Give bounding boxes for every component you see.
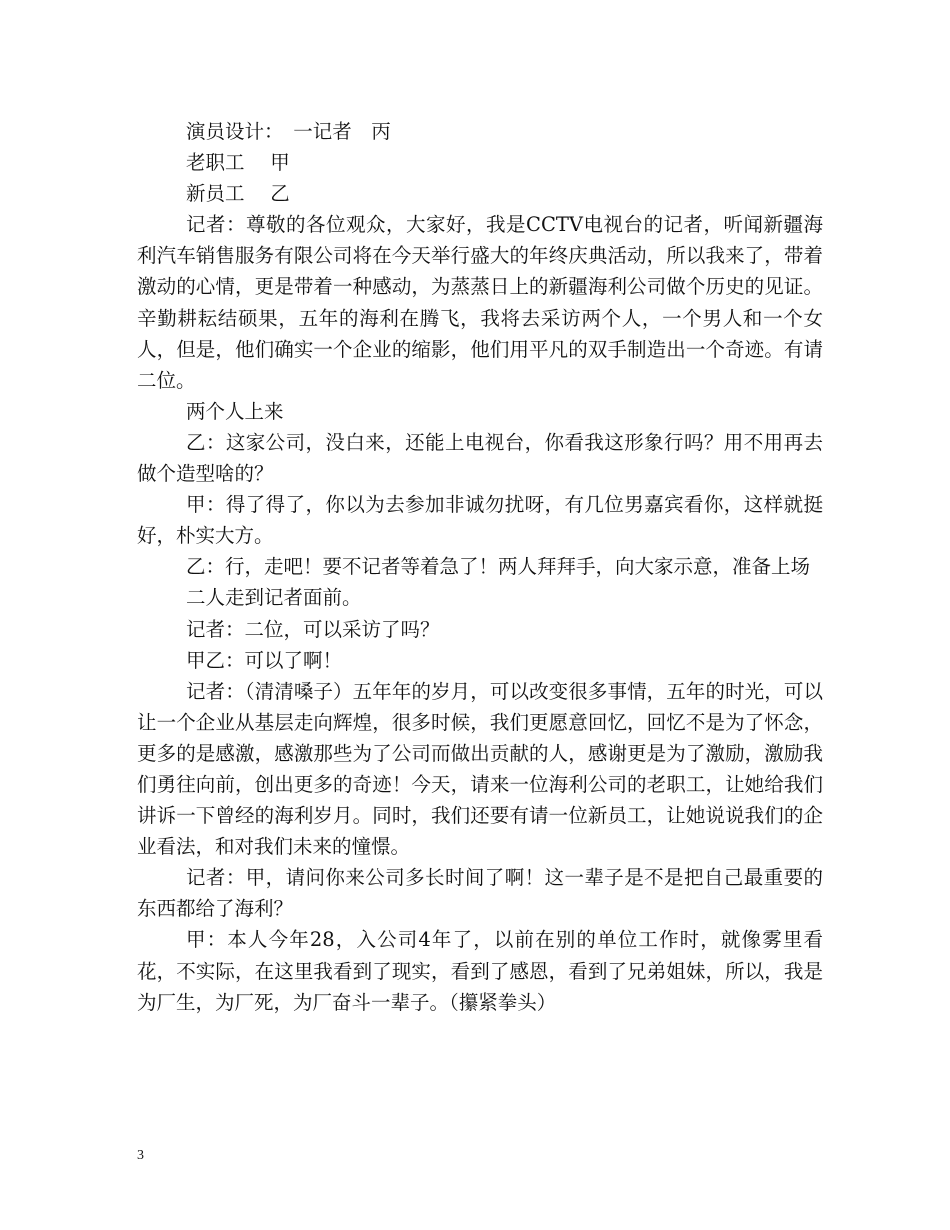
dialogue-yi-1: 乙：这家公司，没白来，还能上电视台，你看我这形象行吗？用不用再去做个造型啥的？ xyxy=(137,430,823,486)
dialogue-reporter-ask: 记者：二位，可以采访了吗？ xyxy=(186,617,440,641)
reporter-question-jia: 记者：甲，请问你来公司多长时间了啊！这一辈子是不是把自己最重要的东西都给了海利？ xyxy=(137,866,823,921)
dialogue-jiayi-answer: 甲乙：可以了啊！ xyxy=(186,648,343,672)
document-body xyxy=(137,116,823,1018)
reporter-opening-paragraph: 记者：尊敬的各位观众，大家好，我是CCTV电视台的记者，听闻新疆海利汽车销售服务有限公司将在今天举行盛大的年终庆典活动，所以我来了，带着激动的心情，更是带着一种感动，为蒸蒸日上的新疆海利公司做个历史的见证。辛勤耕耘结硕果，五年的海利在腾飞，我将去采访两个人，一个男人和一个女人，但是，他们确实一个企业的缩影，他们用平凡的双手制造出一个奇迹。有请二位。 xyxy=(137,213,823,392)
dialogue-jia-answer: 甲：本人今年28，入公司4年了，以前在别的单位工作时，就像雾里看花，不实际，在这里我看到了现实，看到了感恩，看到了兄弟姐妹，所以，我是为厂生，为厂死，为厂奋斗一辈子。（攥紧拳头） xyxy=(137,928,823,1014)
cast-old-worker-line: 老职工 甲 xyxy=(186,151,290,175)
dialogue-yi-2: 乙：行，走吧！要不记者等着急了！两人拜拜手，向大家示意，准备上场 xyxy=(186,555,811,579)
cast-design-line: 演员设计： 一记者 丙 xyxy=(186,120,391,143)
cast-new-worker-line: 新员工 乙 xyxy=(186,182,290,206)
dialogue-jia-1: 甲：得了得了，你以为去参加非诚勿扰呀，有几位男嘉宾看你，这样就挺好，朴实大方。 xyxy=(137,493,823,548)
stage-direction-enter: 两个人上来 xyxy=(186,399,284,423)
reporter-speech-paragraph: 记者：（清清嗓子）五年年的岁月，可以改变很多事情，五年的时光，可以让一个企业从基层走向辉煌，很多时候，我们更愿意回忆，回忆不是为了怀念，更多的是感激，感激那些为了公司而做出贡献的人，感谢更是为了激励，激励我们勇往向前，创出更多的奇迹！今天，请来一位海利公司的老职工，让她给我们讲诉一下曾经的海利岁月。同时，我们还要有请一位新员工，让她说说我们的企业看法，和对我们未来的憧憬。 xyxy=(137,679,823,859)
stage-direction-approach: 二人走到记者面前。 xyxy=(186,586,362,610)
page-number: 3 xyxy=(137,1148,144,1163)
